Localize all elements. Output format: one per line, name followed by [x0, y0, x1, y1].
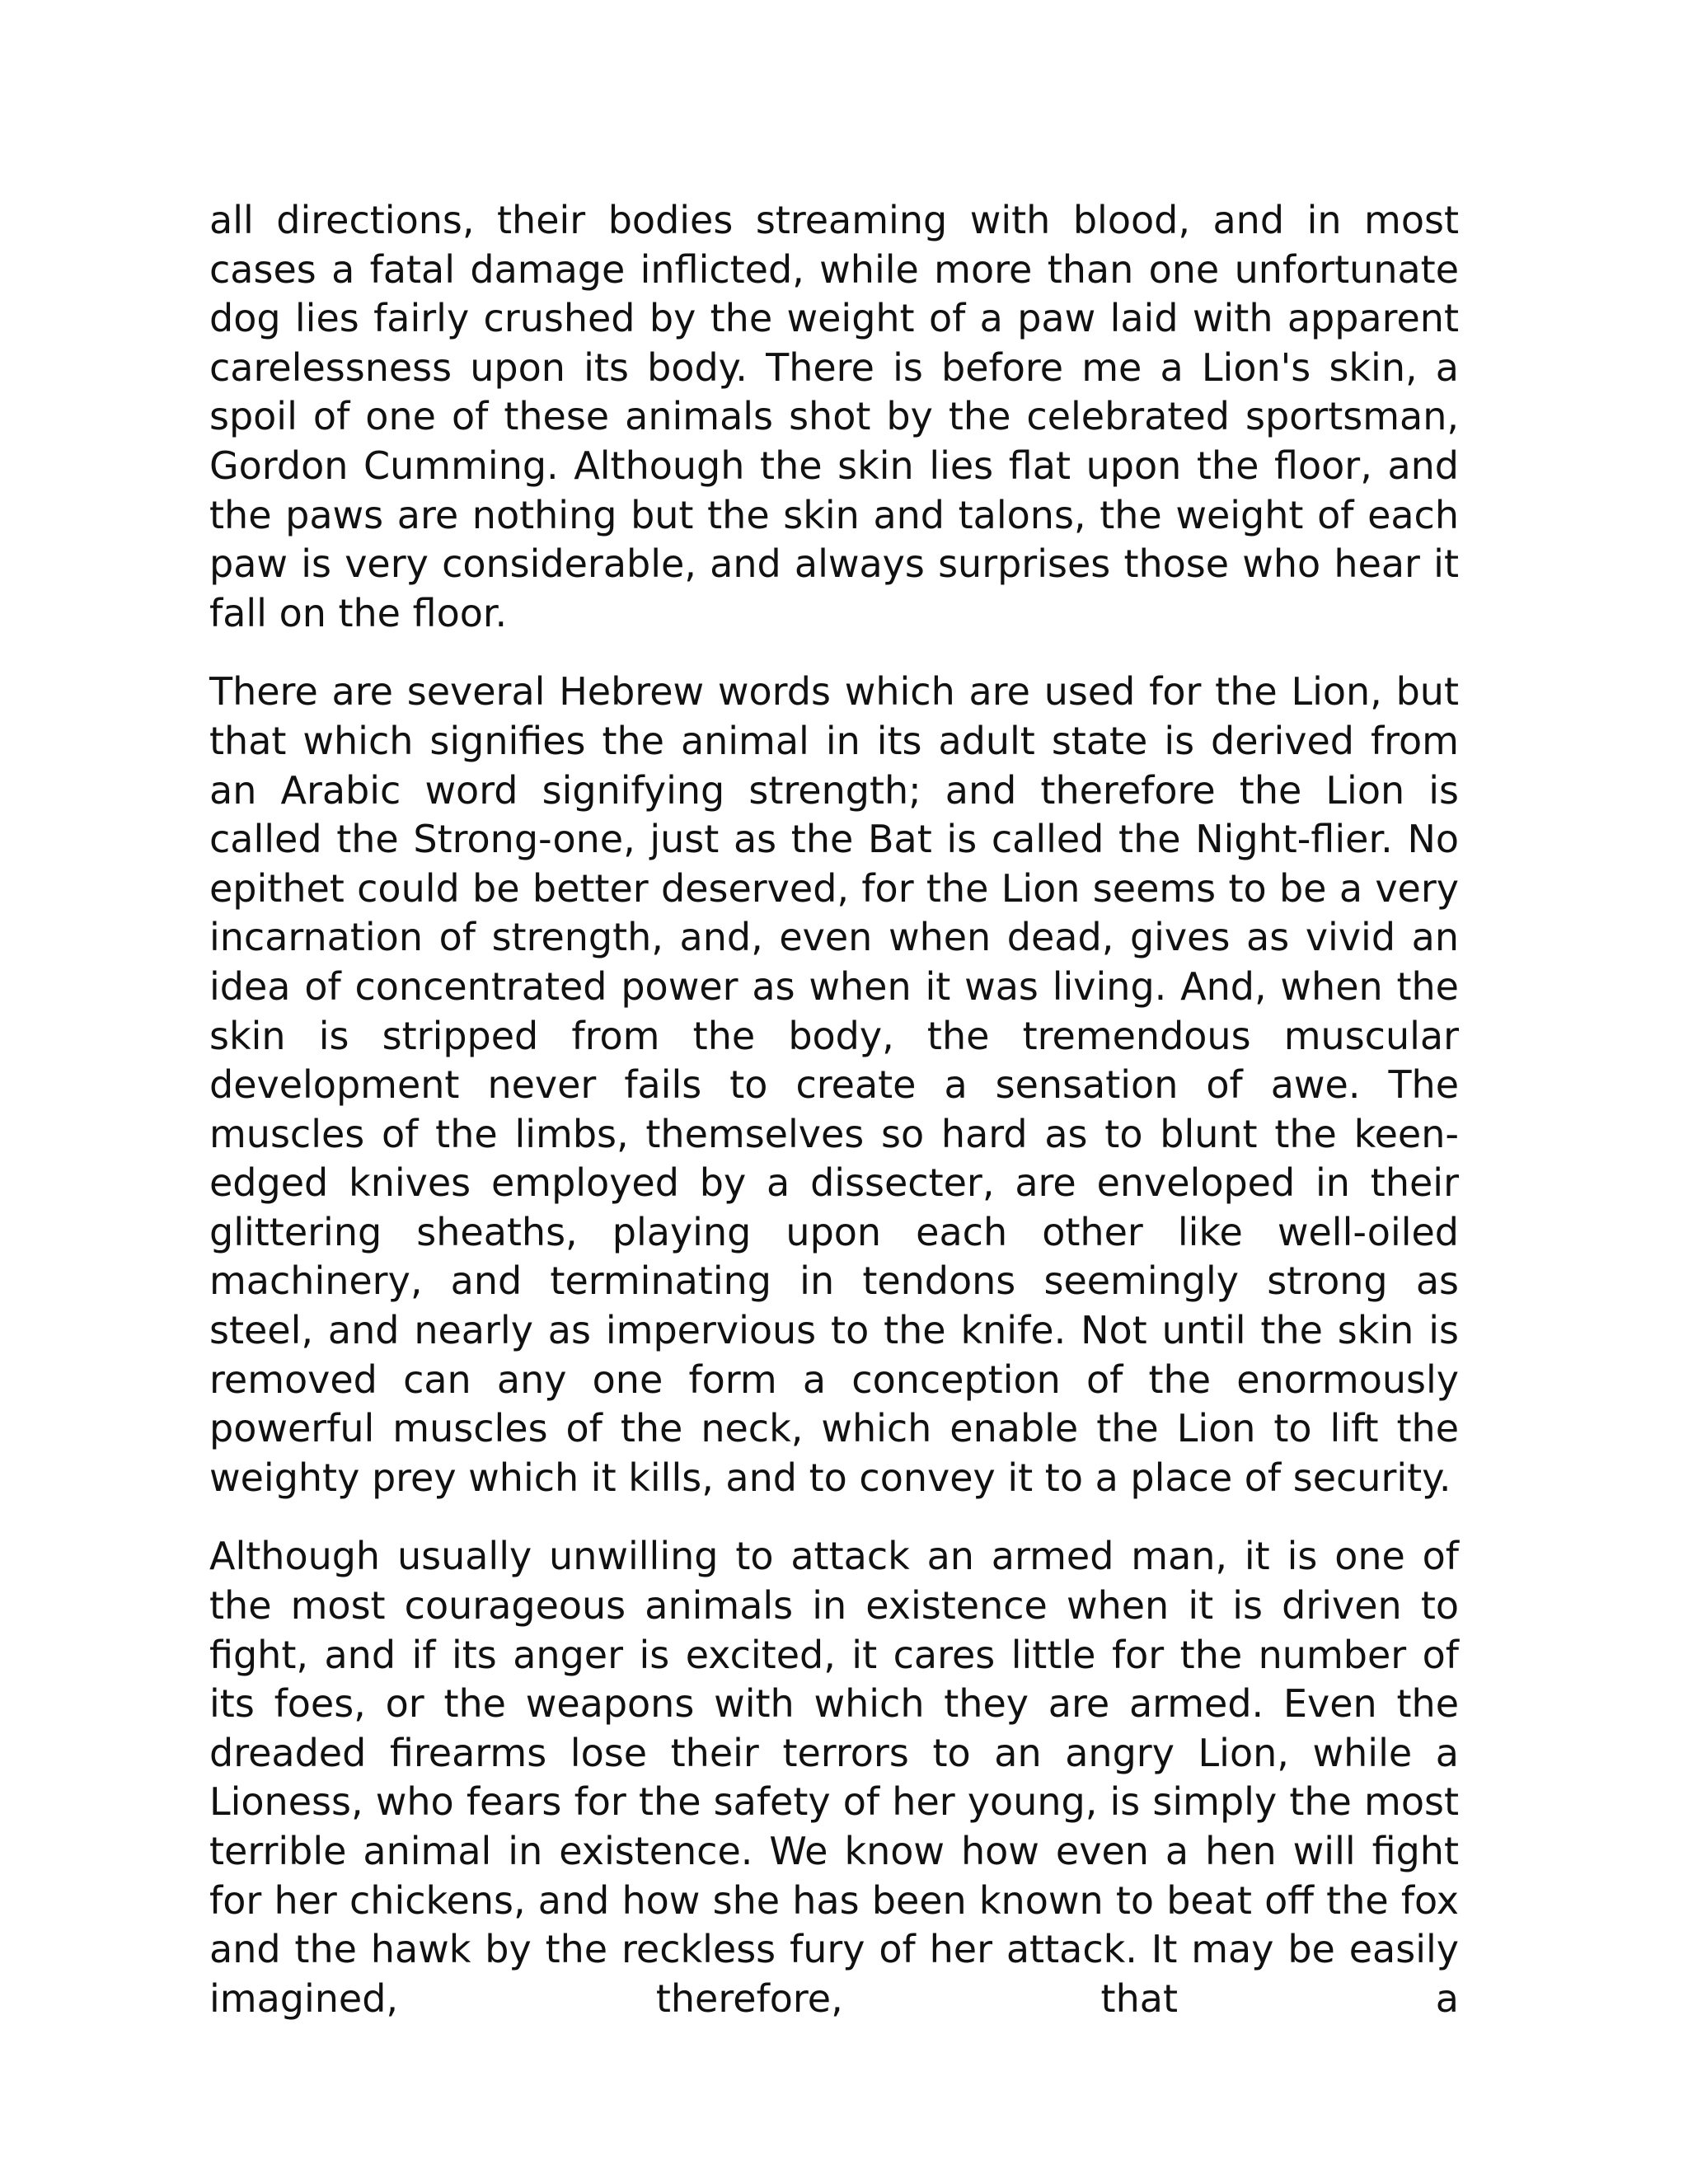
document-page: [209, 196, 1459, 2053]
paragraph-lion-skin: all directions, their bodies streaming with blood, and in most cases a fatal damage inflicted, while more than one unfortunate dog lies fairly crushed by the weight of a paw laid with apparent carelessness upon its body. There is before me a Lion's skin, a spoil of one of these animals shot by the celebrated sportsman, Gordon Cumming. Although the skin lies flat upon the floor, and the paws are nothing but the skin and talons, the weight of each paw is very considerable, and always surprises those who hear it fall on the floor.: [209, 198, 1459, 635]
paragraph-courage: Although usually unwilling to attack an armed man, it is one of the most courageous animals in existence when it is driven to fight, and if its anger is excited, it cares little for the number of its foes, or the weapons with which they are armed. Even the dreaded firearms lose their terrors to an angry Lion, while a Lioness, who fears for the safety of her young, is simply the most terrible animal in existence. We know how even a hen will fight for her chickens, and how she has been known to beat off the fox and the hawk by the reckless fury of her attack. It may be easily imagined, therefore, that a: [209, 1534, 1459, 2021]
paragraph-hebrew-words: There are several Hebrew words which are used for the Lion, but that which signifies the animal in its adult state is derived from an Arabic word signifying strength; and therefore the Lion is called the Strong-one, just as the Bat is called the Night-flier. No epithet could be better deserved, for the Lion seems to be a very incarnation of strength, and, even when dead, gives as vivid an idea of concentrated power as when it was living. And, when the skin is stripped from the body, the tremendous muscular development never fails to create a sensation of awe. The muscles of the limbs, themselves so hard as to blunt the keen-edged knives employed by a dissecter, are enveloped in their glittering sheaths, playing upon each other like well-oiled machinery, and terminating in tendons seemingly strong as steel, and nearly as impervious to the knife. Not until the skin is removed can any one form a conception of the enormously powerful muscles of the neck, which enable the Lion to lift the weighty prey which it kills, and to convey it to a place of security.: [209, 669, 1459, 1500]
